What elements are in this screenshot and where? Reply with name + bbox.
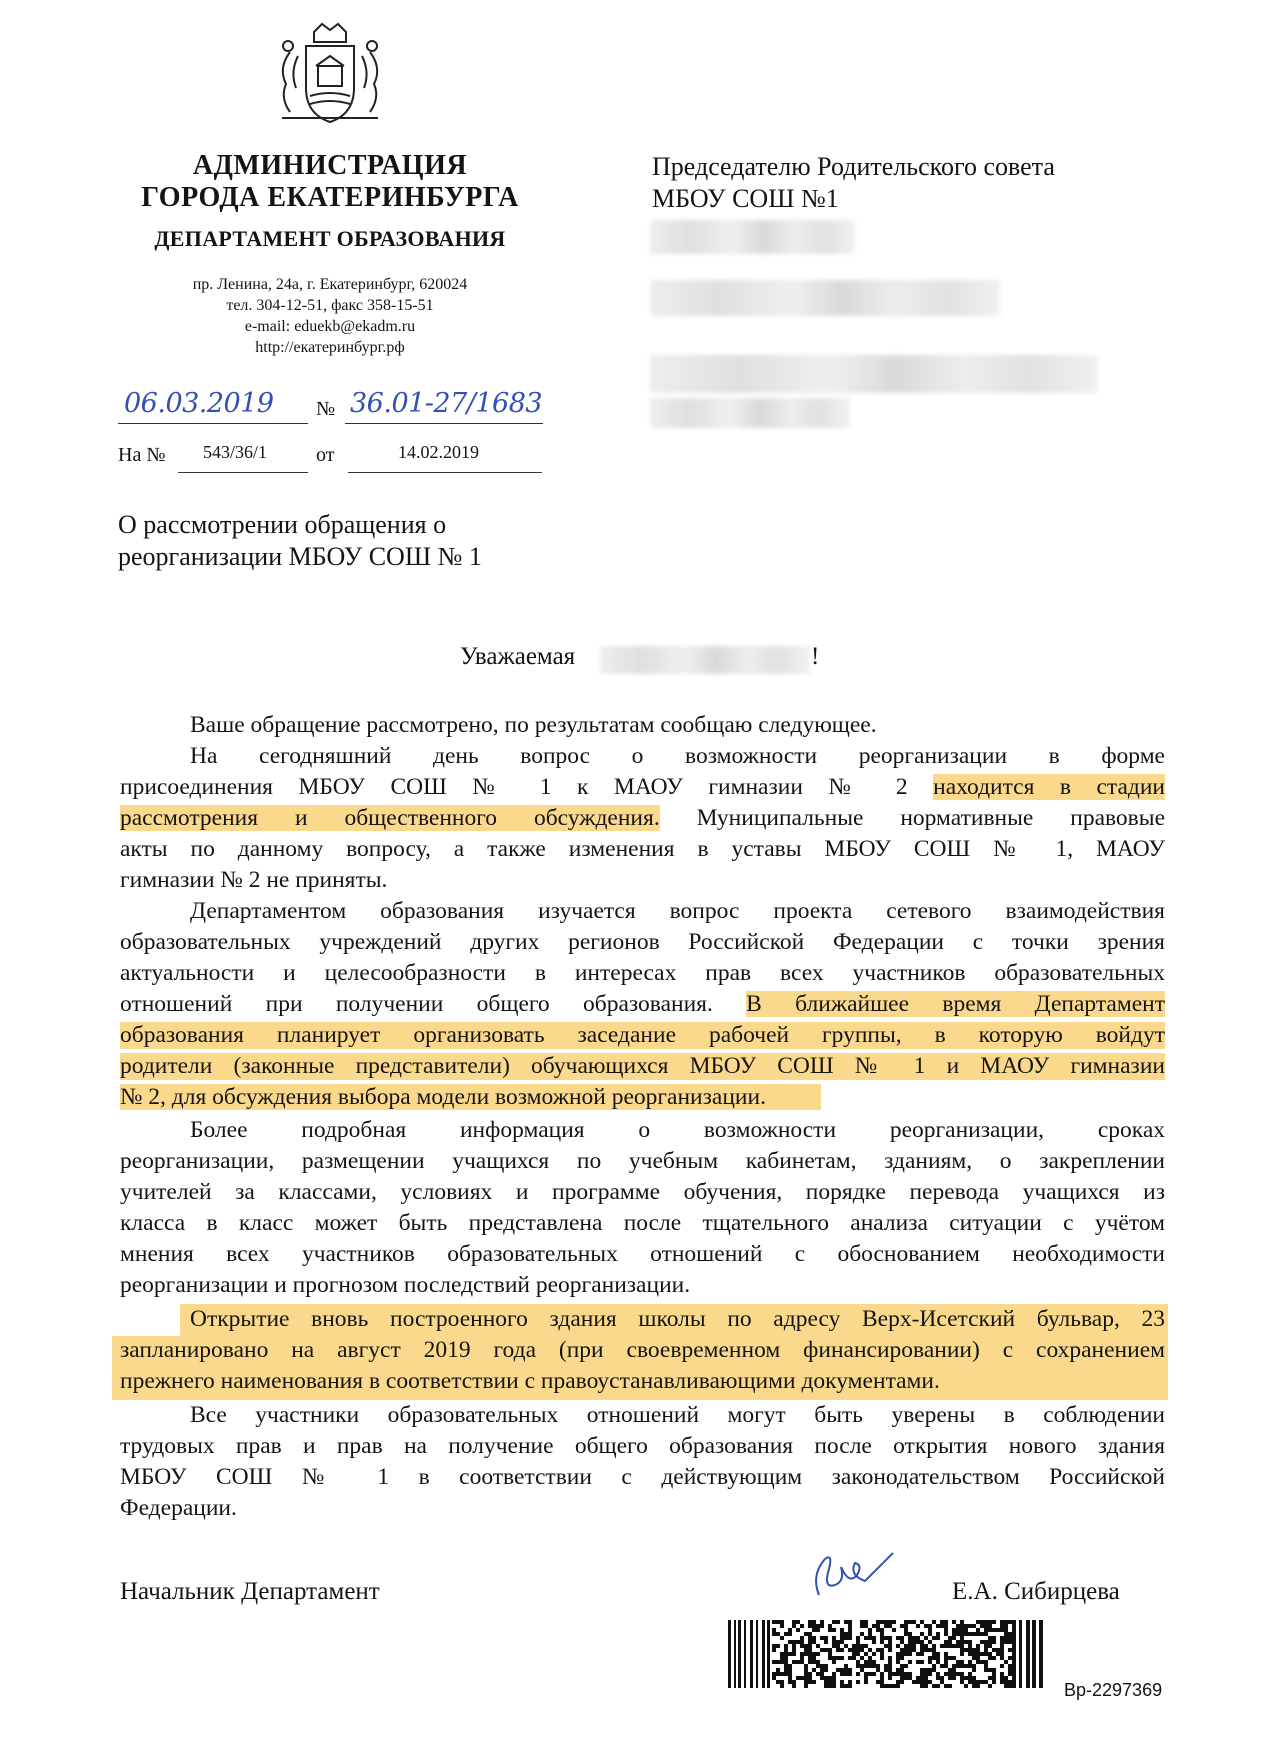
org-name-line2: ГОРОДА ЕКАТЕРИНБУРГА	[141, 182, 519, 213]
recipient-line2: МБОУ СОШ №1	[652, 184, 839, 213]
greeting-exclamation: !	[811, 643, 820, 670]
body-p4-line6: реорганизации и прогнозом последствий реорганизации.	[120, 1272, 691, 1298]
body-p4-line1: Более подробная информация о возможности реорганизации, сроках	[190, 1117, 1165, 1143]
body-p6-line3: МБОУ СОШ № 1 в соответствии с действующим законодательством Российской	[120, 1464, 1165, 1490]
barcode-id: Вр-2297369	[1064, 1680, 1163, 1700]
body-p3-line6: родители (законные представители) обучающихся МБОУ СОШ № 1 и МАОУ гимназии	[120, 1053, 1165, 1079]
body-p5-line3: прежнего наименования в соответствии с правоустанавливающими документами.	[120, 1368, 940, 1394]
body-p3-line4-text: отношений при получении общего образования.	[120, 991, 747, 1017]
address: пр. Ленина, 24а, г. Екатеринбург, 620024	[192, 276, 468, 293]
subject-line2: реорганизации МБОУ СОШ № 1	[118, 542, 482, 571]
body-p5-line2: запланировано на август 2019 года (при своевременном финансировании) с сохранением	[120, 1337, 1165, 1363]
body-p2-line4: акты по данному вопросу, а также изменения в уставы МБОУ СОШ № 1, МАОУ	[120, 836, 1165, 862]
number-sign: №	[316, 398, 336, 420]
body-p2-line2	[120, 774, 1165, 801]
redacted-address-line3	[650, 398, 850, 428]
date-underline	[118, 423, 308, 424]
redacted-greeting-name	[600, 646, 810, 674]
body-p3-line1: Департаментом образования изучается вопрос проекта сетевого взаимодействия	[190, 898, 1165, 924]
body-p4-line2: реорганизации, размещении учащихся по учебным кабинетам, зданиям, о закреплении	[120, 1148, 1165, 1174]
subject-line1: О рассмотрении обращения о	[118, 510, 447, 539]
body-p4-line3: учителей за классами, условиях и программе обучения, порядке перевода учащихся из	[120, 1179, 1165, 1205]
highlighted-text: № 2, для обсуждения выбора модели возможной реорганизации.	[120, 1084, 821, 1110]
recipient-line1: Председателю Родительского совета	[652, 152, 1055, 181]
body-p2-line3	[120, 805, 1165, 832]
website: http://екатеринбург.рф	[255, 339, 405, 356]
in-reply-date-underline	[348, 472, 542, 473]
body-p3-line7	[120, 1084, 1165, 1111]
number-underline	[345, 423, 543, 424]
body-p3-line2: образовательных учреждений других регионов Российской Федерации с точки зрения	[120, 929, 1165, 955]
body-p3-line5: образования планирует организовать заседание рабочей группы, в которую войдут	[120, 1022, 1165, 1048]
barcode-icon	[728, 1620, 1046, 1688]
body-p3-line3: актуальности и целесообразности в интересах прав всех участников образовательных	[120, 960, 1165, 986]
greeting: Уважаемая	[460, 643, 576, 670]
body-p6-line1: Все участники образовательных отношений могут быть уверены в соблюдении	[190, 1402, 1165, 1428]
coat-of-arms-icon	[270, 22, 390, 126]
in-reply-label: На №	[118, 444, 166, 466]
body-p3-line4	[120, 991, 1165, 1018]
in-reply-underline	[178, 472, 308, 473]
redacted-address-line2	[650, 355, 1098, 393]
body-p2-line5: гимназии № 2 не приняты.	[120, 867, 388, 893]
body-p4-line5: мнения всех участников образовательных отношений с обоснованием необходимости	[120, 1241, 1165, 1267]
body-p2-line2-text: присоединения МБОУ СОШ № 1 к МАОУ гимназии № 2	[120, 774, 934, 800]
body-p2-line3-text: Муниципальные нормативные правовые	[659, 805, 1165, 831]
highlighted-text: рассмотрения и общественного обсуждения.	[120, 805, 660, 831]
org-name-line1: АДМИНИСТРАЦИЯ	[192, 150, 468, 181]
highlighted-text: находится в стадии	[933, 774, 1166, 800]
body-p5-line1: Открытие вновь построенного здания школы по адресу Верх-Исетский бульвар, 23	[190, 1306, 1165, 1332]
outgoing-date: 06.03.2019	[124, 388, 274, 419]
signatory-title: Начальник Департамент	[120, 1578, 380, 1605]
outgoing-number: 36.01-27/1683	[350, 388, 543, 419]
redacted-address-line1	[650, 280, 1000, 316]
body-p1: Ваше обращение рассмотрено, по результатам сообщаю следующее.	[190, 712, 877, 738]
body-p6-line4: Федерации.	[120, 1495, 237, 1521]
handwritten-signature-icon	[805, 1545, 895, 1615]
body-p6-line2: трудовых прав и прав на получение общего образования после открытия нового здания	[120, 1433, 1165, 1459]
highlighted-text: В ближайшее время Департамент	[746, 991, 1165, 1017]
department-name: ДЕПАРТАМЕНТ ОБРАЗОВАНИЯ	[154, 226, 506, 251]
in-reply-date: 14.02.2019	[398, 442, 479, 462]
redacted-name	[650, 220, 855, 254]
body-p4-line4: класса в класс может быть представлена после тщательного анализа ситуации с учётом	[120, 1210, 1165, 1236]
phone-fax: тел. 304-12-51, факс 358-15-51	[226, 297, 434, 314]
email: e-mail: eduekb@ekadm.ru	[244, 318, 416, 335]
signatory-name: Е.А. Сибирцева	[952, 1578, 1120, 1605]
in-reply-number: 543/36/1	[203, 442, 268, 462]
from-label: от	[316, 444, 335, 466]
body-p2-line1: На сегодняшний день вопрос о возможности реорганизации в форме	[190, 743, 1165, 769]
